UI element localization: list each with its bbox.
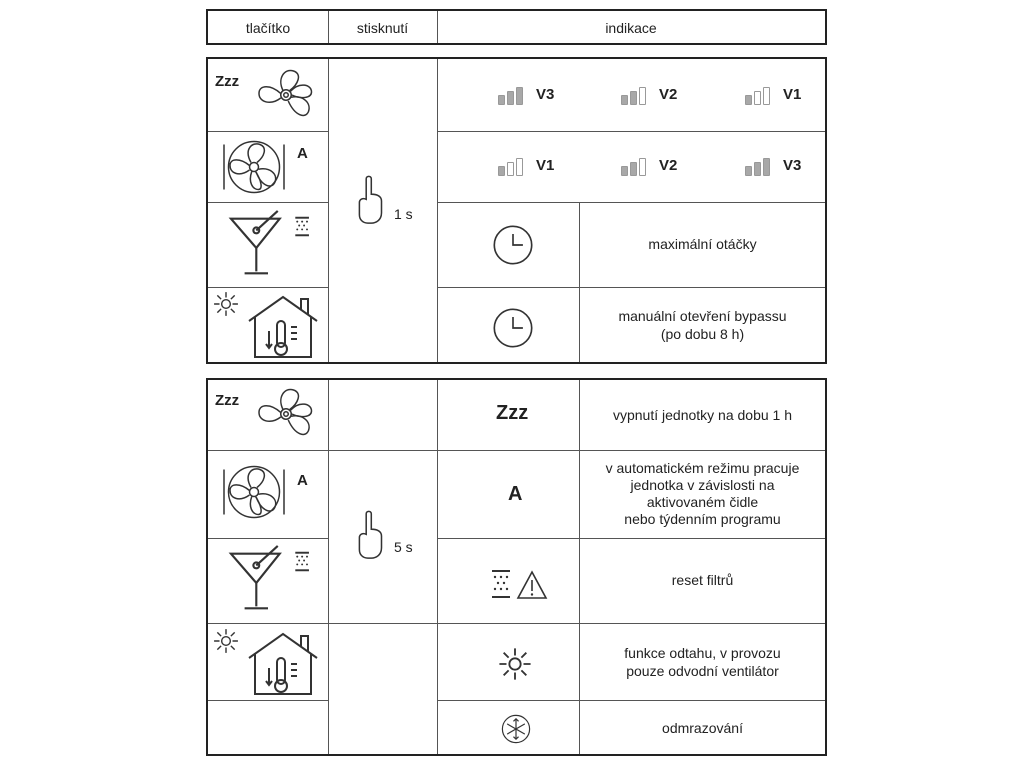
description-defrost: odmrazování xyxy=(662,719,743,736)
description-filter-reset: reset filtrů xyxy=(671,572,734,588)
filter-warning-icon xyxy=(490,564,554,604)
auto-label: A xyxy=(297,472,308,489)
level-bar xyxy=(516,158,523,176)
cocktail-filter-icon xyxy=(216,207,320,285)
house-thermometer-icon xyxy=(212,628,324,698)
indication-auto: A xyxy=(508,483,523,505)
col-header-press: stisknutí xyxy=(356,20,409,36)
indication-zzz: Zzz xyxy=(496,402,529,424)
description-bypass: manuální otevření bypassu (po dobu 8 h) xyxy=(618,308,787,342)
level-bar xyxy=(754,91,761,105)
description-auto: v automatickém režimu pracuje jednotka v závislosti na aktivovaném čidle nebo týdenním programu xyxy=(605,460,800,527)
speed-level-v2 xyxy=(621,86,711,108)
description-off-1h: vypnutí jednotky na dobu 1 h xyxy=(612,406,793,423)
speed-level-v2 xyxy=(621,157,711,179)
cocktail-filter-icon xyxy=(216,542,320,620)
press-duration: 1 s xyxy=(394,206,413,222)
speed-level-label: V3 xyxy=(783,157,802,174)
level-bar xyxy=(621,166,628,176)
speed-level-label: V2 xyxy=(659,86,678,103)
level-bar xyxy=(516,87,523,105)
section-5s xyxy=(206,378,827,756)
fan-icon xyxy=(248,384,324,444)
finger-press-icon xyxy=(356,175,390,227)
level-bar xyxy=(630,91,637,105)
level-bar xyxy=(745,166,752,176)
level-bar xyxy=(763,87,770,105)
zzz-label: Zzz xyxy=(215,73,240,90)
speed-level-label: V3 xyxy=(536,86,555,103)
level-bar xyxy=(498,95,505,105)
auto-fan-icon xyxy=(216,137,292,197)
description-exhaust: funkce odtahu, v provozu pouze odvodní ventilátor xyxy=(624,645,781,679)
level-bar xyxy=(507,162,514,176)
level-bar xyxy=(745,95,752,105)
speed-level-v1 xyxy=(498,157,588,179)
speed-level-v1 xyxy=(745,86,835,108)
header-row xyxy=(206,9,827,45)
speed-level-label: V1 xyxy=(783,86,802,103)
col-header-button: tlačítko xyxy=(245,20,291,36)
fan-icon xyxy=(248,65,324,125)
description-max-speed: maximální otáčky xyxy=(648,236,757,252)
speed-level-label: V2 xyxy=(659,157,678,174)
speed-level-v3 xyxy=(498,86,588,108)
level-bar xyxy=(763,158,770,176)
col-header-indication: indikace xyxy=(605,20,657,36)
level-bar xyxy=(754,162,761,176)
level-bar xyxy=(498,166,505,176)
section-1s xyxy=(206,57,827,364)
auto-label: A xyxy=(297,145,308,162)
auto-fan-icon xyxy=(216,462,292,522)
speed-level-label: V1 xyxy=(536,157,555,174)
level-bar xyxy=(639,158,646,176)
level-bar xyxy=(630,162,637,176)
clock-icon xyxy=(491,223,535,267)
snowflake-icon xyxy=(499,712,533,746)
press-duration: 5 s xyxy=(394,539,413,555)
sun-icon xyxy=(498,647,532,681)
level-bar xyxy=(507,91,514,105)
level-bar xyxy=(639,87,646,105)
level-bar xyxy=(621,95,628,105)
zzz-label: Zzz xyxy=(215,392,240,409)
speed-level-v3 xyxy=(745,157,835,179)
finger-press-icon xyxy=(356,510,390,562)
house-thermometer-icon xyxy=(212,291,324,361)
clock-icon xyxy=(491,306,535,350)
